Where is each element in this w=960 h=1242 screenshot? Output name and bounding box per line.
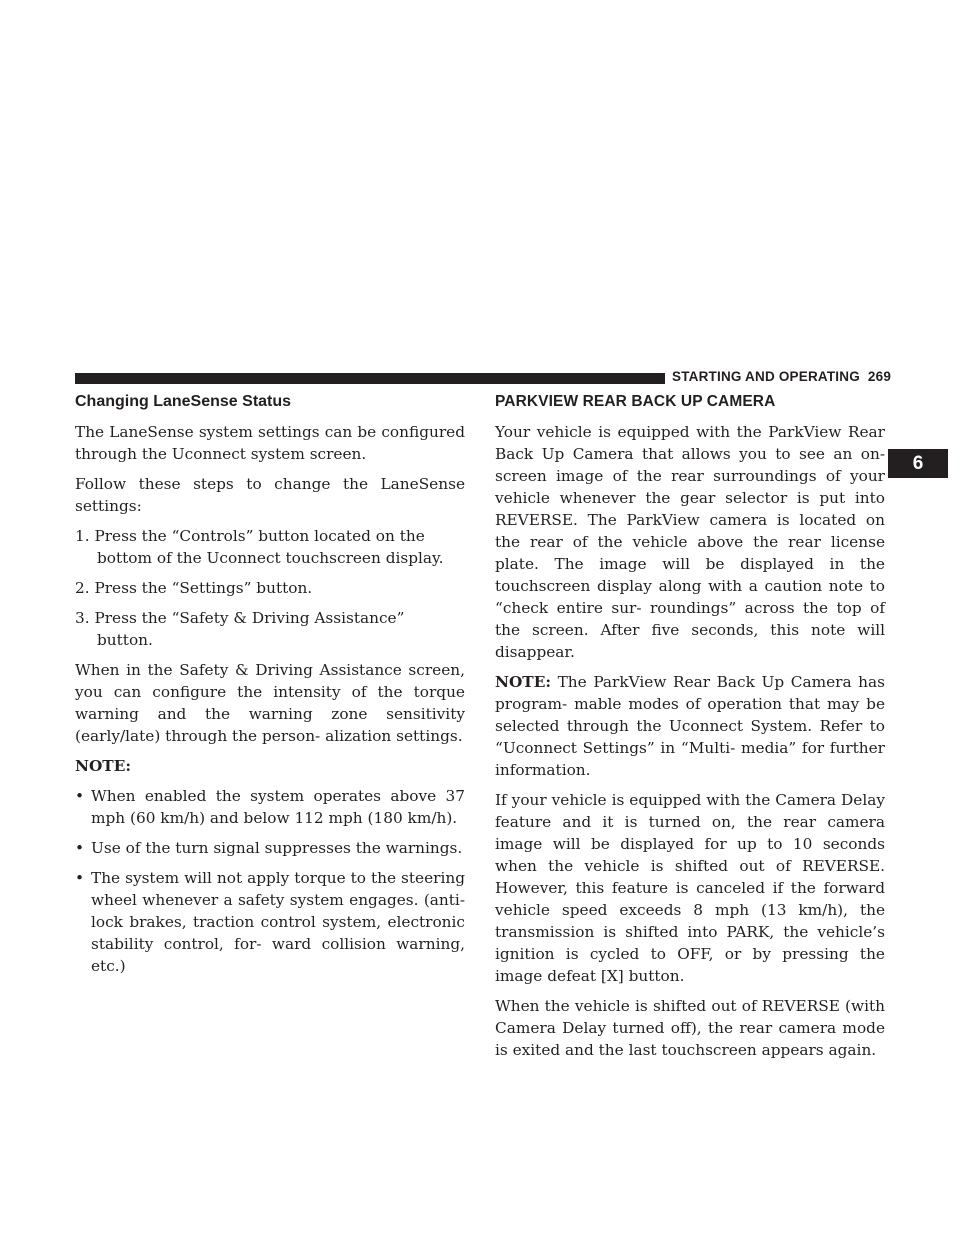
bullet-text: The system will not apply torque to the steering wheel whenever a safety system engages. (anti-lock brakes, traction control system, electronic stability control, for- ward collision warning, etc.)	[91, 869, 465, 975]
note-bullet	[75, 785, 465, 829]
step-item: 3. Press the “Safety & Driving Assistance” button.	[75, 609, 405, 649]
bullet-text: When enabled the system operates above 37 mph (60 km/h) and below 112 mph (180 km/h).	[91, 787, 465, 827]
reverse-exit-paragraph: When the vehicle is shifted out of REVERSE (with Camera Delay turned off), the rear camera mode is exited and the last touchscreen appears again.	[495, 997, 885, 1059]
section-heading-lanesense: Changing LaneSense Status	[75, 393, 292, 410]
note-label: NOTE:	[75, 757, 131, 775]
chapter-tab: 6	[888, 449, 948, 478]
bullet-symbol: •	[75, 787, 85, 805]
section-title: STARTING AND OPERATING	[672, 369, 860, 384]
section-heading-parkview: PARKVIEW REAR BACK UP CAMERA	[495, 393, 776, 410]
left-column	[75, 393, 465, 985]
right-column	[495, 393, 885, 1069]
bullet-symbol: •	[75, 839, 85, 857]
parkview-note	[495, 671, 885, 781]
note-text: The ParkView Rear Back Up Camera has program- mable modes of operation that may be selected through the Uconnect System. Refer to “Uconnect Settings” in “Multi- media” for further information.	[495, 673, 885, 779]
note-label: NOTE:	[495, 673, 551, 691]
step-item: 2. Press the “Settings” button.	[75, 579, 313, 597]
camera-delay-paragraph: If your vehicle is equipped with the Camera Delay feature and it is turned on, the rear camera image will be displayed for up to 10 seconds when the vehicle is shifted out of REVERSE. However, this feature is canceled if the forward vehicle speed exceeds 8 mph (13 km/h), the transmission is shifted into PARK, the vehicle’s ignition is cycled to OFF, or by pressing the image defeat [X] button.	[495, 791, 885, 985]
note-bullet	[75, 837, 465, 859]
bullet-text: Use of the turn signal suppresses the warnings.	[91, 839, 463, 857]
intro-paragraph: The LaneSense system settings can be configured through the Uconnect system screen.	[75, 423, 465, 463]
running-header	[672, 369, 890, 384]
note-bullet	[75, 867, 465, 977]
page-number: 269	[867, 369, 892, 384]
header-rule	[75, 373, 665, 384]
parkview-paragraph: Your vehicle is equipped with the ParkView Rear Back Up Camera that allows you to see an on-screen image of the rear surroundings of your vehicle whenever the gear selector is put into REVERSE. The ParkView camera is located on the rear of the vehicle above the rear license plate. The image will be displayed in the touchscreen display along with a caution note to “check entire sur- roundings” across the top of the screen. After five seconds, this note will disappear.	[495, 423, 885, 661]
steps-intro: Follow these steps to change the LaneSense settings:	[75, 475, 465, 515]
bullet-symbol: •	[75, 869, 85, 887]
settings-paragraph: When in the Safety & Driving Assistance screen, you can configure the intensity of the torque warning and the warning zone sensitivity (early/late) through the person- alization settings.	[75, 661, 465, 745]
step-item: 1. Press the “Controls” button located on the bottom of the Uconnect touchscreen display.	[75, 527, 444, 567]
